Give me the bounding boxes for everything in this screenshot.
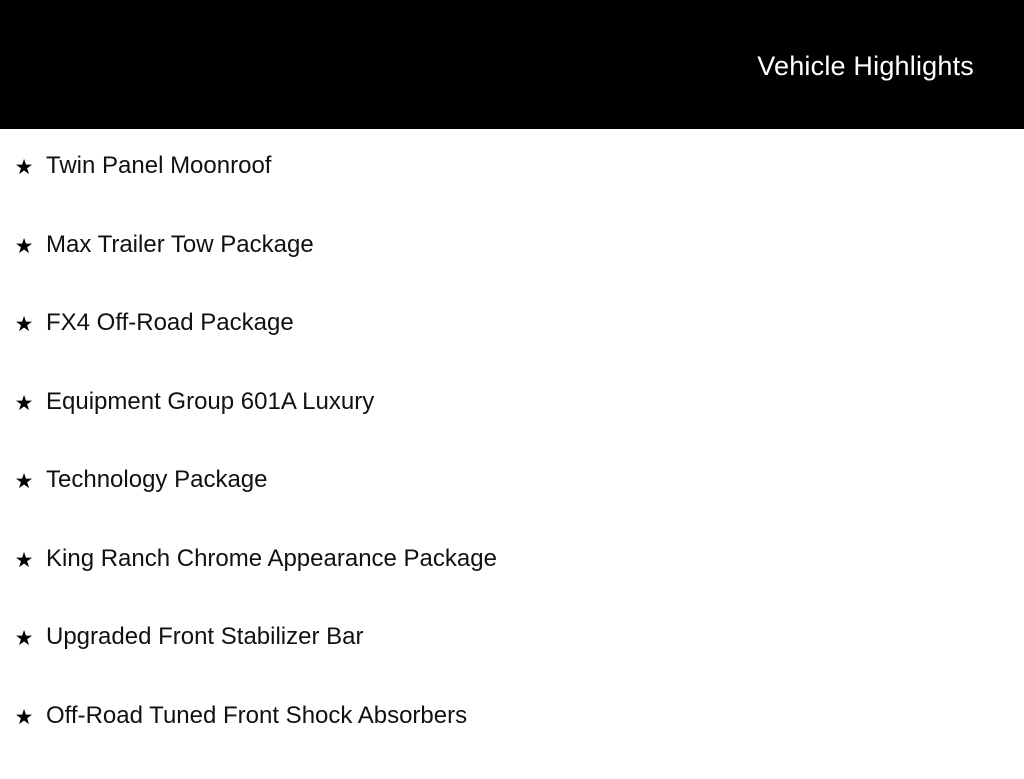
star-icon: ★: [12, 232, 36, 262]
list-item-label: King Ranch Chrome Appearance Package: [36, 544, 1024, 574]
list-item-label: Equipment Group 601A Luxury: [36, 387, 1024, 417]
list-item: [0, 544, 1024, 623]
star-icon: ★: [12, 546, 36, 576]
list-item-label: Upgraded Front Stabilizer Bar: [36, 622, 1024, 652]
star-icon: ★: [12, 467, 36, 497]
star-icon: ★: [12, 310, 36, 340]
list-item: [0, 387, 1024, 466]
page-title: Vehicle Highlights: [757, 50, 974, 82]
list-item: [0, 230, 1024, 309]
list-item-label: FX4 Off-Road Package: [36, 308, 1024, 338]
list-item: [0, 701, 1024, 779]
list-item-label: Max Trailer Tow Package: [36, 230, 1024, 260]
star-icon: ★: [12, 153, 36, 183]
header-bar: [0, 0, 1024, 129]
list-item: [0, 151, 1024, 230]
vehicle-highlights-list: [0, 129, 1024, 779]
list-item-label: Off-Road Tuned Front Shock Absorbers: [36, 701, 1024, 731]
star-icon: ★: [12, 624, 36, 654]
list-item: [0, 622, 1024, 701]
list-item-label: Technology Package: [36, 465, 1024, 495]
list-item-label: Twin Panel Moonroof: [36, 151, 1024, 181]
star-icon: ★: [12, 389, 36, 419]
list-item: [0, 465, 1024, 544]
list-item: [0, 308, 1024, 387]
star-icon: ★: [12, 703, 36, 733]
